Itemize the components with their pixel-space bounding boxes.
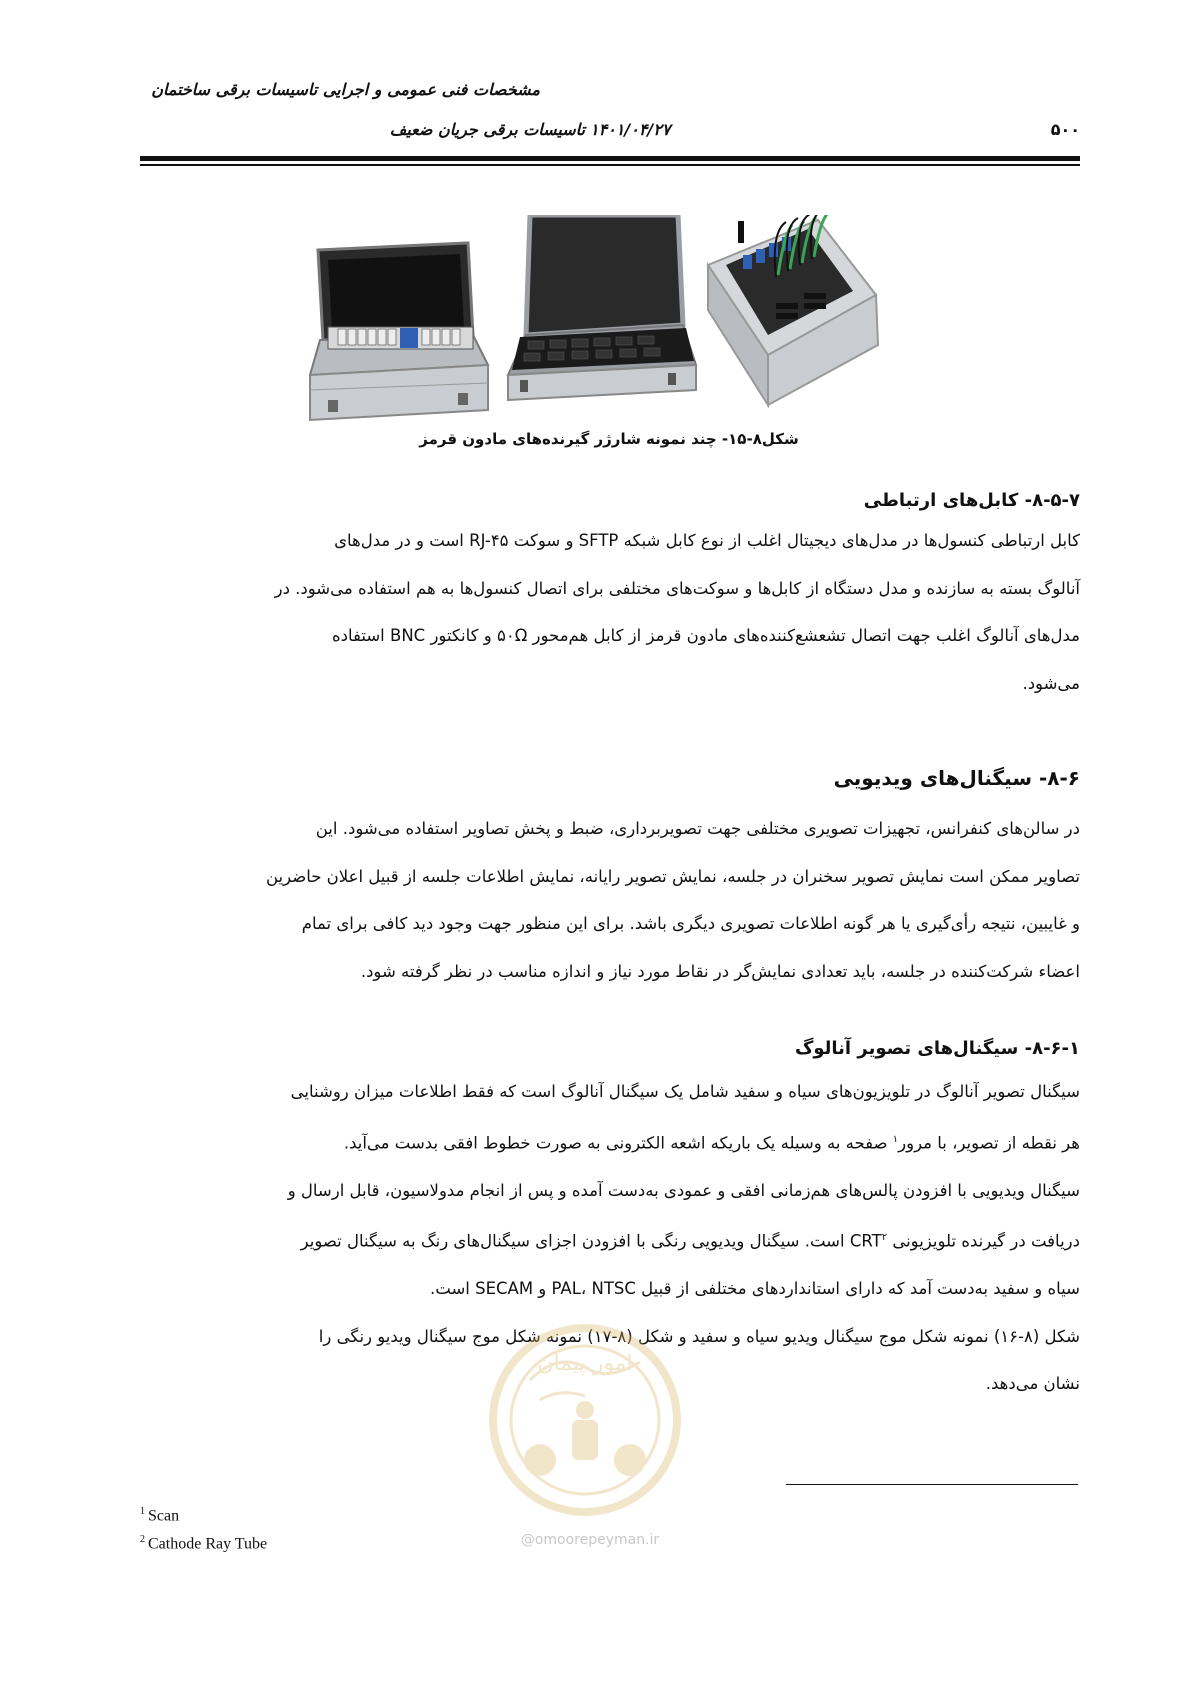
section-heading-8-6-1: ۸-۶-۱- سیگنال‌های تصویر آنالوگ [794, 1038, 1080, 1059]
paragraph-line: نشان می‌دهد. [985, 1374, 1080, 1393]
footnote-text: Scan [148, 1507, 180, 1525]
footnote-ref-1: ۱ [892, 1133, 899, 1145]
section-heading-8-5-7: ۸-۵-۷- کابل‌های ارتباطی [863, 490, 1080, 511]
footnote-mark: 2 [140, 1534, 145, 1546]
paragraph-line: و غایبین، نتیجه رأی‌گیری یا هر گونه اطلاعات تصویری دیگری باشد. برای این منظور جهت وجود دید کافی برای تمام [301, 914, 1080, 933]
section-8-6-paragraph [140, 805, 1080, 995]
watermark-logo-text: امور پیمان [537, 1351, 633, 1376]
text-span: است. سیگنال ویدیویی رنگی با افزودن اجزای سیگنال‌های رنگ به سیگنال تصویر [300, 1231, 850, 1251]
header-rule-thin [140, 164, 1080, 166]
footnotes [140, 1500, 267, 1557]
document-date: ۱۴۰۱/۰۴/۲۷ [590, 120, 671, 139]
header-row [140, 120, 1080, 144]
paragraph-line: می‌شود. [1022, 673, 1080, 693]
header-rule-thick [140, 156, 1080, 161]
document-title: مشخصات فنی عمومی و اجرایی تاسیسات برقی ساختمان [151, 80, 540, 99]
watermark-url: @omoorepeyman.ir [520, 1532, 660, 1548]
paragraph-line: مدل‌های آنالوگ اغلب جهت اتصال تشعشع‌کننده‌های مادون قرمز از کابل هم‌محور ۵۰Ω و کانکتور BNC استفاده [332, 626, 1080, 645]
rack-charger-image [708, 215, 878, 405]
footnote-1 [140, 1500, 267, 1528]
open-case-slots-image [508, 215, 696, 400]
footnote-2 [140, 1528, 267, 1556]
footnote-separator [786, 1484, 1078, 1485]
text-span: دریافت در گیرنده تلویزیونی CRT [849, 1231, 1080, 1251]
paragraph-line: اعضاء شرکت‌کننده در جلسه، باید تعدادی نمایش‌گر در نقاط مورد نیاز و اندازه مناسب در نظر گرفته شود. [360, 961, 1080, 981]
figure-caption: شکل۸-۱۵- چند نمونه شارژر گیرنده‌های مادون قرمز [419, 430, 799, 448]
section-heading-8-6: ۸-۶- سیگنال‌های ویدیویی [833, 766, 1080, 790]
footnote-text: Cathode Ray Tube [148, 1535, 268, 1553]
text-span: صفحه به وسیله یک باریکه اشعه الکترونی به صورت خطوط افقی بدست می‌آید. [343, 1133, 893, 1152]
page-number: ۵۰۰ [1050, 120, 1080, 139]
paragraph-line: شکل (۸-۱۶) نمونه شکل موج سیگنال ویدیو سیاه و سفید و شکل (۸-۱۷) نمونه شکل موج سیگنال ویدیو رنگی را [318, 1326, 1080, 1346]
watermark-logo [480, 1310, 690, 1550]
text-span: هر نقطه از تصویر، با مرور [898, 1133, 1080, 1152]
paragraph-line: آنالوگ بسته به سازنده و مدل دستگاه از کابل‌ها و سوکت‌های مختلفی برای اتصال کنسول‌ها به هم استفاده می‌شود. در [274, 578, 1080, 598]
paragraph-line: سیگنال تصویر آنالوگ در تلویزیون‌های سیاه و سفید شامل یک سیگنال آنالوگ است که فقط اطلاعات میزان روشنایی [290, 1082, 1080, 1101]
footnote-mark: 1 [140, 1506, 145, 1517]
paragraph-line [140, 1214, 1080, 1265]
charger-figure [298, 215, 918, 425]
open-case-charger-image [310, 243, 488, 420]
chapter-subtitle: تاسیسات برقی جریان ضعیف [389, 120, 585, 139]
paragraph-line: تصاویر ممکن است نمایش تصویر سخنران در جلسه، نمایش تصویر رایانه، نمایش اطلاعات جلسه از قبیل اعلان حاضرین [265, 866, 1080, 886]
paragraph-line: سیاه و سفید به‌دست آمد که دارای استانداردهای مختلفی از قبیل PAL، NTSC و SECAM است. [430, 1279, 1080, 1298]
paragraph-line [140, 1116, 1080, 1167]
footnote-ref-2: ۲ [881, 1232, 888, 1243]
section-8-5-7-paragraph [140, 517, 1080, 707]
paragraph-line: سیگنال ویدیویی با افزودن پالس‌های هم‌زمانی افقی و عمودی به‌دست آمده و پس از انجام مدولاسیون، قابل ارسال و [287, 1180, 1080, 1200]
paragraph-line: در سالن‌های کنفرانس، تجهیزات تصویری مختلفی جهت تصویربرداری، ضبط و پخش تصاویر استفاده می‌شود. این [315, 819, 1080, 838]
paragraph-line: کابل ارتباطی کنسول‌ها در مدل‌های دیجیتال اغلب از نوع کابل شبکه SFTP و سوکت RJ-۴۵ است و در مدل‌های [334, 531, 1080, 550]
